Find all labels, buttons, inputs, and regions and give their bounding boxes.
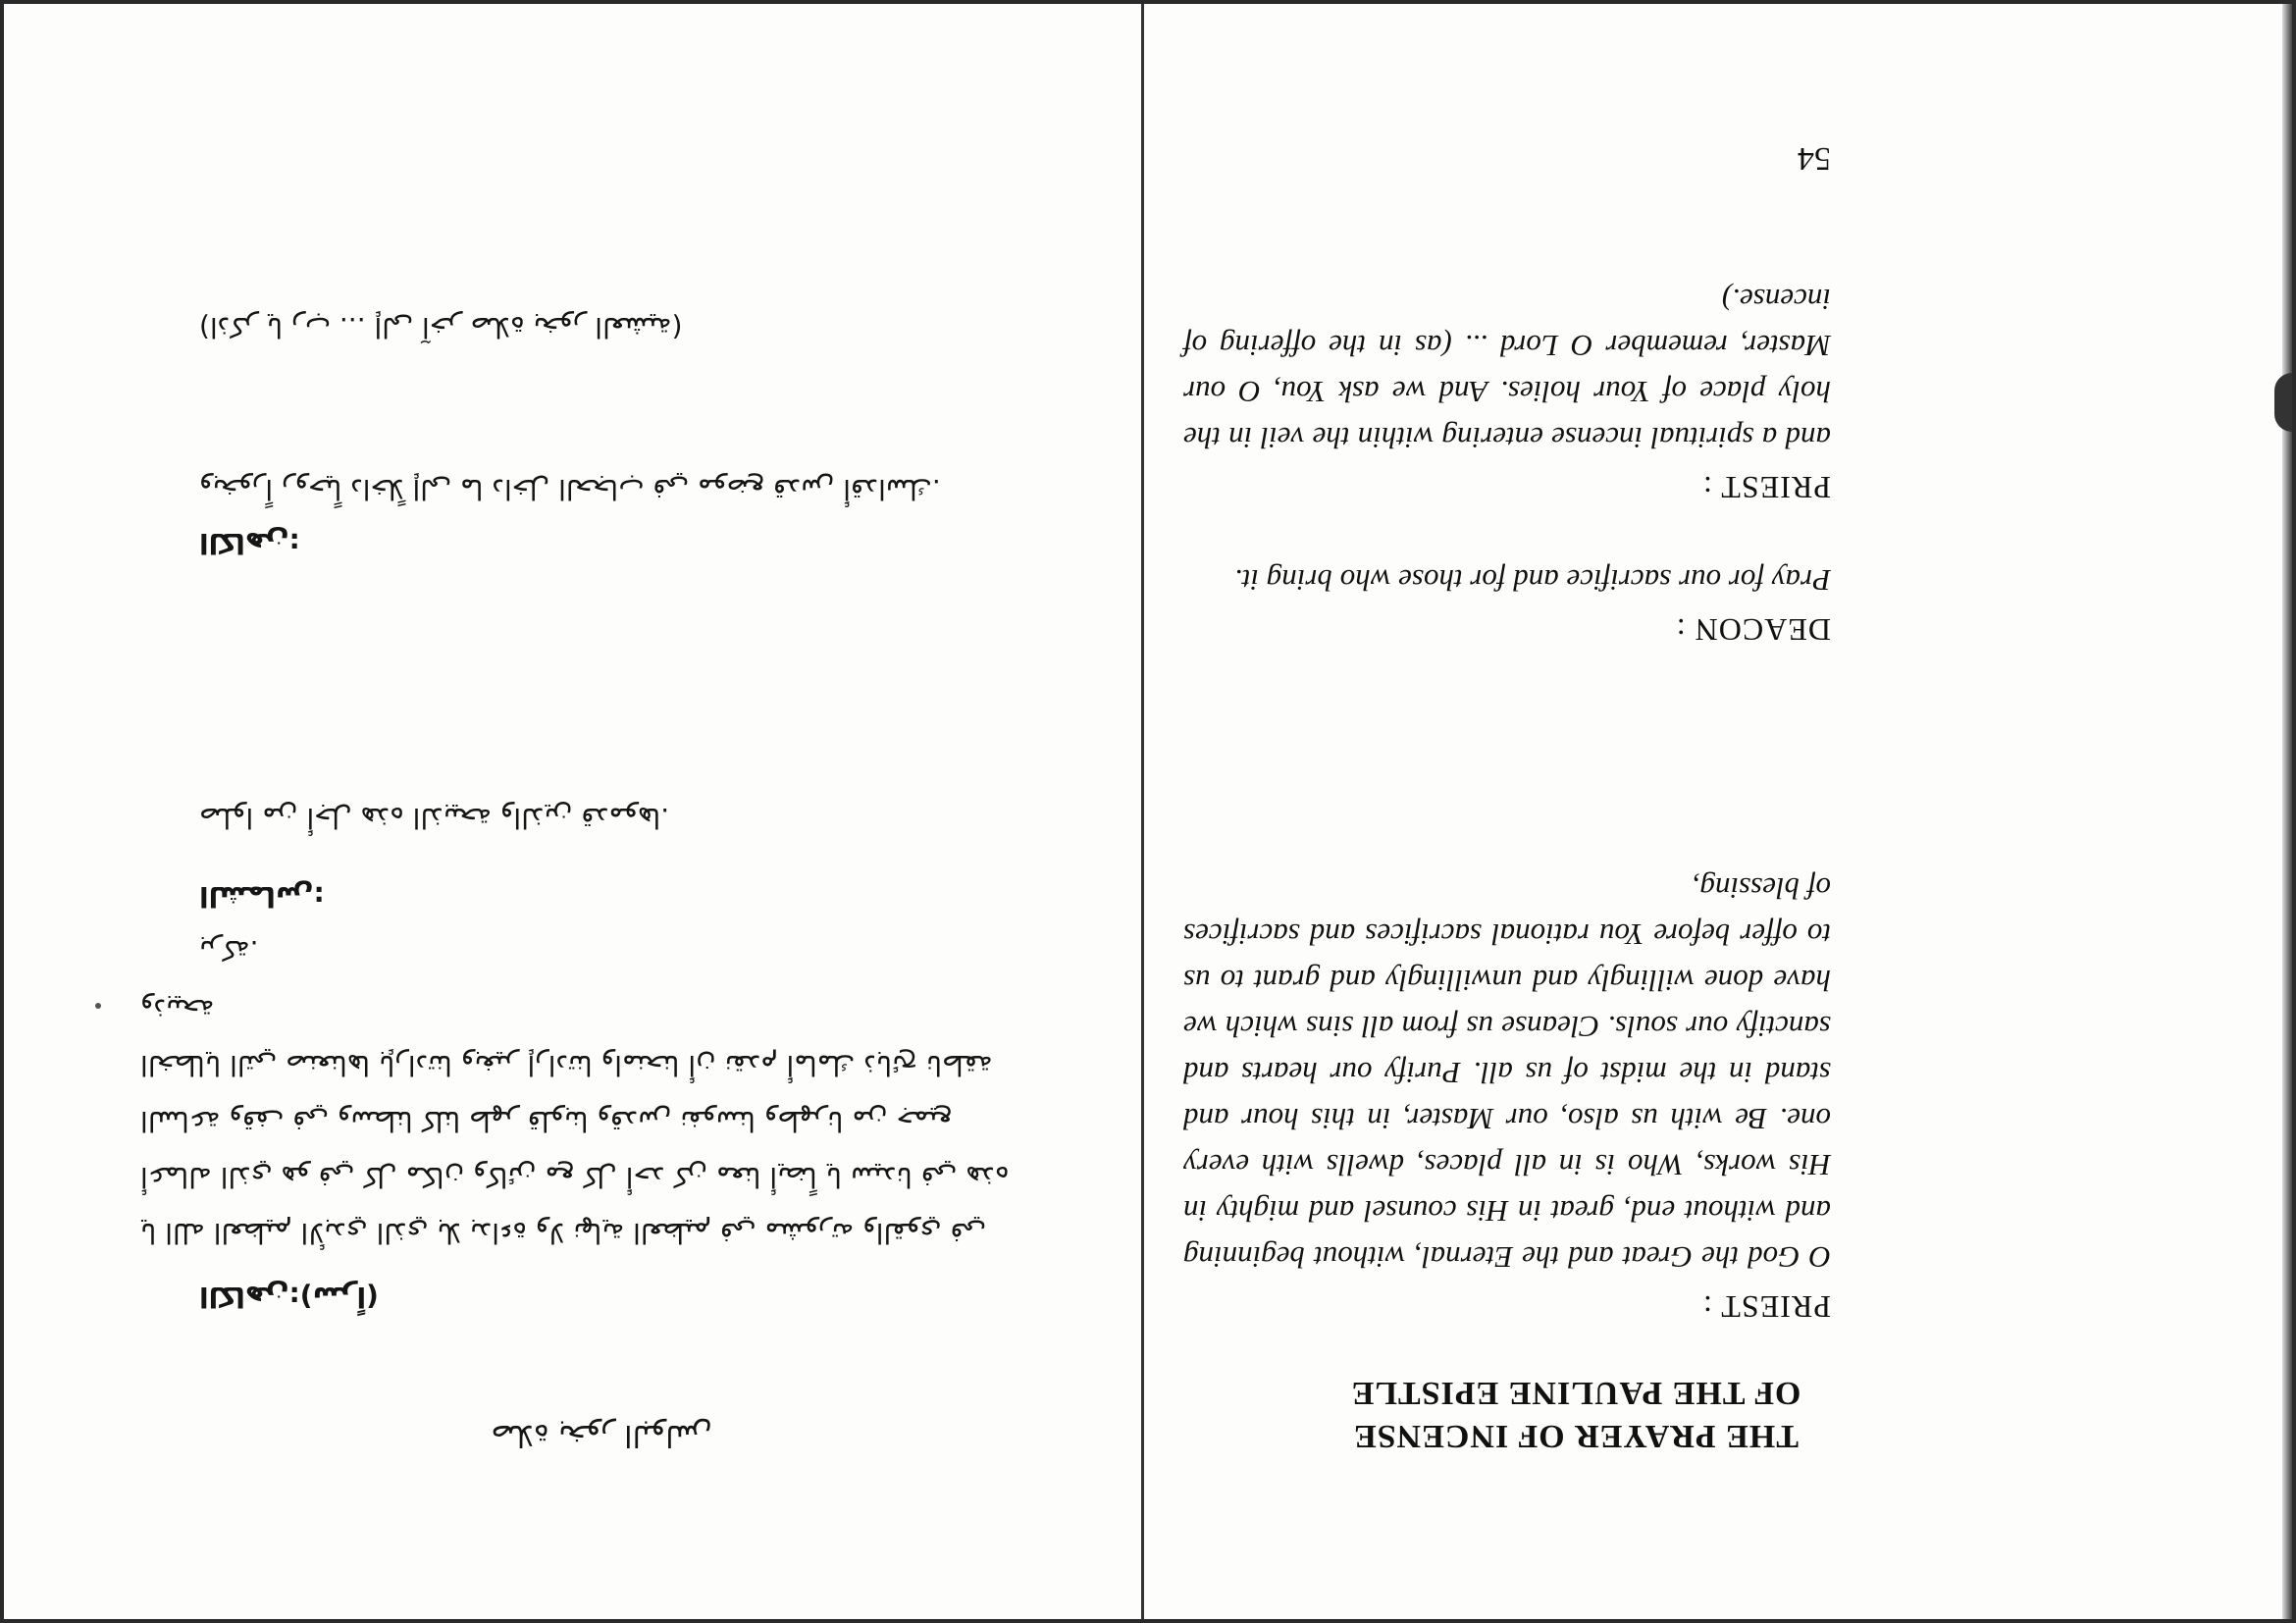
rotated-spread [4, 4, 2292, 1619]
arabic-prayer-text: يا الله العظيم الأبدي الذي بلا بداءة ولا نهاية العظيم في مشورته والقوي في أعماله الذي هو في كل مكان وكائن مع كل أحد كن معنا أيضاً يا سيدنا في هذه الساعة وقف في وسطنا كلنا طهر قلوبنا وقدس نفوسنا وطهرنا من جميع الخطايا التي صنعناها بإرادتنا وبغير إرادتنا وامنحنا أن نقدم أمامك ذبائح ناطقة وذبيحة [140, 993, 1010, 1249]
arabic-prayer-text: صلوا من أجل هذه الذبيحة والذين قدموها. [199, 802, 670, 834]
scan-speck [95, 1003, 101, 1009]
arabic-text-fragment: بركة. [199, 934, 259, 967]
role-label: PRIEST : [1702, 1289, 1831, 1325]
prayer-text: Pray for our sacrifice and for those who bring it. [1234, 563, 1831, 598]
page-title [1311, 1371, 1841, 1457]
english-page [1144, 4, 2292, 1619]
deacon-block [1183, 557, 1831, 648]
prayer-text: and a spiritual incense entering within the veil in the holy place of Your holies. And we ask You, O our Master, remember O Lord ... (as in the offering of incense.) [1183, 283, 1831, 455]
arabic-page [4, 4, 1141, 1619]
priest-block-1 [1183, 865, 1831, 1325]
page-number: 54 [1798, 140, 1831, 177]
arabic-role-label: الكاهن: [199, 527, 300, 559]
role-label: PRIEST : [1702, 470, 1831, 505]
arabic-role-label: الكاهن:(سراً) [199, 1281, 379, 1313]
arabic-role-label: الشماس: [199, 880, 325, 913]
role-label: DEACON : [1675, 612, 1831, 648]
arabic-heading: صلاة بخور البولس [491, 1418, 712, 1452]
arabic-closing-text: (اذكر يا رب ... إلى آخر صلاة بخور العشية) [199, 311, 683, 343]
priest-block-2 [1183, 277, 1831, 505]
prayer-text: O God the Great and the Eternal, without beginning and without end, great in His counsel and mighty in His works, Who is in all places, dwells with every one. Be with us also, our Master, in this hour and stand in the midst of us all. Purify our hearts and sanctify our souls. Cleanse us from all sins which we have done willingly and unwillingly and grant to us to offer before You rational sacrifices and sacrifices of blessing, [1183, 871, 1831, 1275]
title-line-1: THE PRAYER OF INCENSE [1353, 1418, 1799, 1454]
title-line-2: OF THE PAULINE EPISTLE [1350, 1375, 1801, 1411]
arabic-prayer-text: وبخوراً روحياً داخلاً إلى ما داخل الحجاب في موضع قدس أقداسك. [199, 473, 941, 505]
